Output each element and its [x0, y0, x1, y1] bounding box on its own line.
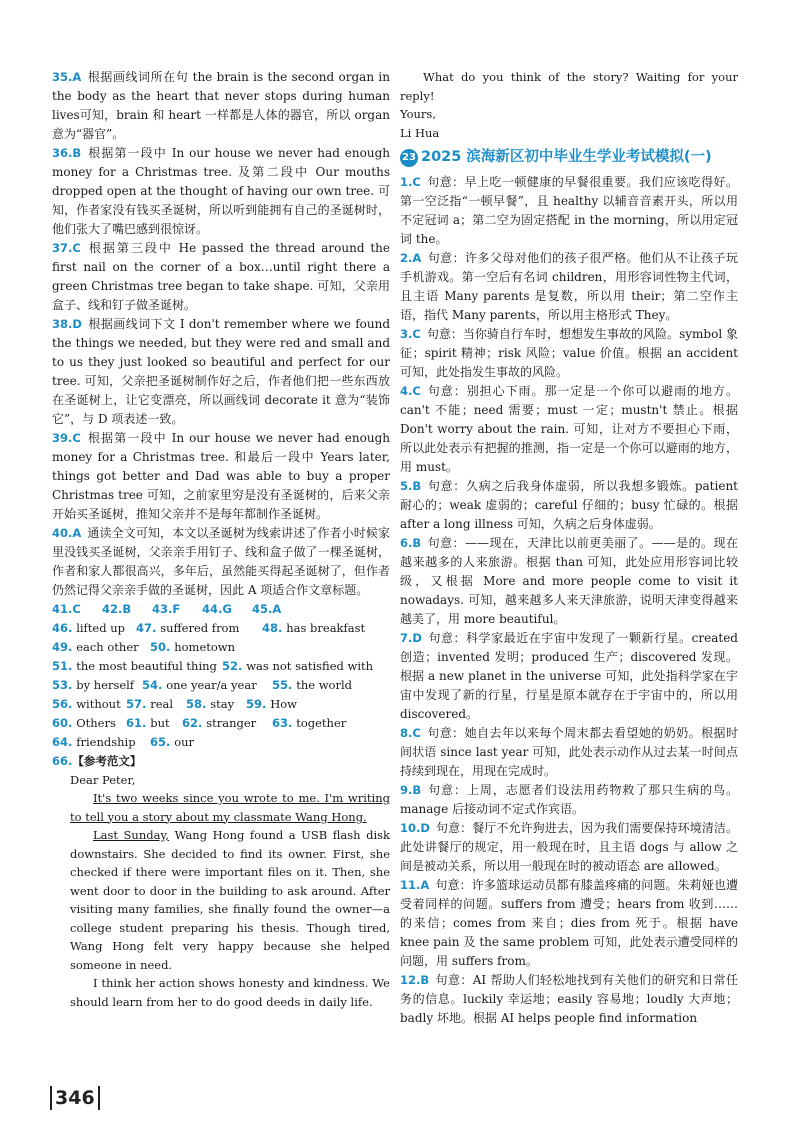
model-essay	[52, 752, 390, 1011]
answer-item: 2.A 句意：许多父母对他们的孩子很严格。他们从不让孩子玩手机游戏。第一空后有名词 children，用形容词性物主代词，且主语 Many parents 是复数，所以用 their；第二空作主语，指代 Many parents，所以用主格形式 They。	[400, 251, 738, 322]
essay-greeting: Dear Peter,	[70, 772, 136, 787]
short-answer: 45.A	[252, 602, 282, 616]
short-answer: 63. together	[272, 716, 347, 730]
short-answer: 55. the world	[272, 678, 352, 692]
short-answer-row	[52, 619, 390, 638]
short-answer-row	[52, 733, 390, 752]
answer-item: 3.C 句意：当你骑自行车时，想想发生事故的风险。symbol 象征；spirit 精神；risk 风险；value 价值。根据 an accident 可知，此处指发生事故的风险。	[400, 327, 738, 379]
short-answer: 58. stay	[186, 697, 235, 711]
short-answer: 56. without	[52, 697, 121, 711]
short-answer-row	[52, 676, 390, 695]
short-answer: 59. How	[246, 697, 297, 711]
short-answer: 53. by herself	[52, 678, 135, 692]
short-answer: 60. Others	[52, 716, 116, 730]
answer-item: 5.B 句意：久病之后我身体虚弱，所以我想多锻炼。patient 耐心的；weak 虚弱的；careful 仔细的；busy 忙碌的。根据 after a long illness 可知，久病之后身体虚弱。	[400, 479, 738, 531]
answer-item: 4.C 句意：别担心下雨。那一定是一个你可以避雨的地方。can't 不能；need 需要；must 一定；mustn't 禁止。根据 Don't worry about the rain. 可知，让对方不要担心下雨，所以此处表示有把握的推测，指一定是一个你可以避雨的地方，用 must。	[400, 384, 738, 474]
short-answer: 62. stranger	[182, 716, 257, 730]
answer-item: 12.B 句意：AI 帮助人们轻松地找到有关他们的研究和日常任务的信息。luckily 幸运地；easily 容易地；loudly 大声地；badly 坏地。根据 AI helps people find information	[400, 973, 738, 1025]
short-answer-row	[52, 600, 390, 619]
essay-signature: Li Hua	[400, 125, 440, 140]
answer-item: 38.D 根据画线词下文 I don't remember where we found the things we needed, but they were red and small and to us they just looked so beautiful and perfect for our tree. 可知，父亲把圣诞树制作好之后，作者他们把一些东西放在圣诞树上，让它变漂亮，所以画线词 decorate it 意为“装饰它”，与 D 项表述一致。	[52, 317, 390, 426]
short-answer: 48. has breakfast	[262, 621, 366, 635]
answer-item: 37.C 根据第三段中 He passed the thread around the first nail on the corner of a box…until right there a green Christmas tree began to take shape. 可知，父亲用盒子、线和钉子做圣诞树。	[52, 241, 390, 312]
short-answer-row	[52, 638, 390, 657]
short-answer: 47. suffered from	[136, 621, 240, 635]
short-answer: 43.F	[152, 602, 181, 616]
answer-item: 9.B 句意：上周，志愿者们设法用药物救了那只生病的鸟。manage 后接动词不定式作宾语。	[400, 783, 738, 816]
short-answer-row	[52, 695, 390, 714]
page-number: 346	[50, 1086, 100, 1110]
essay-continuation	[400, 68, 738, 142]
short-answer: 42.B	[102, 602, 132, 616]
short-answer: 44.G	[202, 602, 232, 616]
essay-paragraph: Last Sunday, Wang Hong found a USB flash disk downstairs. She decided to find its owner. First, she checked if there were important files on it. Then, she went door to door in the building to ask around. After visiting many families, she finally found the owner—a college student preparing his thesis. Though tired, Wang Hong felt very happy because she helped someone in need.	[70, 828, 390, 972]
answer-item: 10.D 句意：餐厅不允许狗进去，因为我们需要保持环境清洁。此处讲餐厅的规定，用一般现在时，且主语 dogs 与 allow 之间是被动关系，所以用一般现在时的被动语态 are allowed。	[400, 821, 738, 873]
essay-heading: 66.【参考范文】	[52, 754, 142, 768]
short-answer: 46. lifted up	[52, 621, 126, 635]
answer-item: 40.A 通读全文可知，本文以圣诞树为线索讲述了作者小时候家里没钱买圣诞树，父亲亲手用钉子、线和盒子做了一棵圣诞树，作者和家人都很高兴，多年后，虽然能买得起圣诞树了，但作者仍然记得父亲亲手做的圣诞树，因此 A 项适合作文章标题。	[52, 526, 390, 597]
short-answer: 57. real	[126, 697, 174, 711]
short-answer: 64. friendship	[52, 735, 136, 749]
short-answer: 51. the most beautiful thing	[52, 659, 217, 673]
left-column	[52, 68, 390, 1011]
short-answer: 65. our	[150, 735, 195, 749]
section-number-badge: 23	[400, 149, 418, 167]
short-answer: 61. but	[126, 716, 170, 730]
exam-section-title: 23 2025 滨海新区初中毕业生学业考试模拟(一)	[400, 148, 738, 167]
short-answer: 52. was not satisfied with	[222, 659, 374, 673]
right-column	[400, 68, 738, 1028]
essay-paragraph: I think her action shows honesty and kindness. We should learn from her to do good deeds in daily life.	[70, 976, 390, 1009]
essay-closing: Yours,	[400, 107, 436, 121]
answer-item: 8.C 句意：她自去年以来每个周末都去看望她的奶奶。根据时间状语 since last year 可知，此处表示动作从过去某一时间点持续到现在，用现在完成时。	[400, 726, 738, 778]
short-answer-row	[52, 657, 390, 676]
answer-item: 7.D 句意：科学家最近在宇宙中发现了一颗新行星。created 创造；invented 发明；produced 生产；discovered 发现。根据 a new planet in the universe 可知，此处指科学家在宇宙中发现了新的行星，行星是原本就存在于宇宙中的，所以用 discovered。	[400, 631, 738, 721]
short-answer: 50. hometown	[150, 640, 236, 654]
answer-item: 36.B 根据第一段中 In our house we never had enough money for a Christmas tree. 及第二段中 Our mouths dropped open at the thought of having our own tree. 可知，作者家没有钱买圣诞树，所以听到能拥有自己的圣诞树时，他们张大了嘴巴感到很惊讶。	[52, 146, 390, 236]
short-answer: 41.C	[52, 602, 81, 616]
short-answer-row	[52, 714, 390, 733]
answer-item: 39.C 根据第一段中 In our house we never had enough money for a Christmas tree. 和最后一段中 Years later, things got better and Dad was able to buy a proper Christmas tree 可知，之前家里穷是没有圣诞树的，后来父亲开始买圣诞树，推知父亲并不是每年都制作圣诞树。	[52, 431, 390, 521]
answer-item: 11.A 句意：许多篮球运动员都有膝盖疼痛的问题。朱莉娅也遭受着同样的问题。suffers from 遭受；hears from 收到……的来信；comes from 来自；dies from 死于。根据 have knee pain 及 the same problem 可知，此处表示遭受同样的问题，用 suffers from。	[400, 878, 738, 968]
answer-item: 35.A 根据画线词所在句 the brain is the second organ in the body as the heart that never stops during human lives可知，brain 和 heart 一样都是人体的器官，所以 organ 意为“器官”。	[52, 70, 390, 141]
answer-item: 1.C 句意：早上吃一顿健康的早餐很重要。我们应该吃得好。第一空泛指“一顿早餐”，且 healthy 以辅音音素开头，所以用不定冠词 a；第二空为固定搭配 in the morning，所以用定冠词 the。	[400, 175, 738, 246]
essay-paragraph: It's two weeks since you wrote to me. I'm writing to tell you a story about my classmate Wang Hong.	[70, 791, 390, 824]
short-answer: 54. one year/a year	[142, 678, 257, 692]
short-answer: 49. each other	[52, 640, 139, 654]
essay-paragraph: What do you think of the story? Waiting for your reply!	[400, 70, 738, 103]
answer-item: 6.B 句意：——现在，天津比以前更美丽了。——是的。现在越来越多的人来旅游。根据 than 可知，此处应用形容词比较级，又根据 More and more people come to visit it nowadays. 可知，越来越多人来天津旅游，说明天津变得越来越美了，用 more beautiful。	[400, 536, 738, 626]
